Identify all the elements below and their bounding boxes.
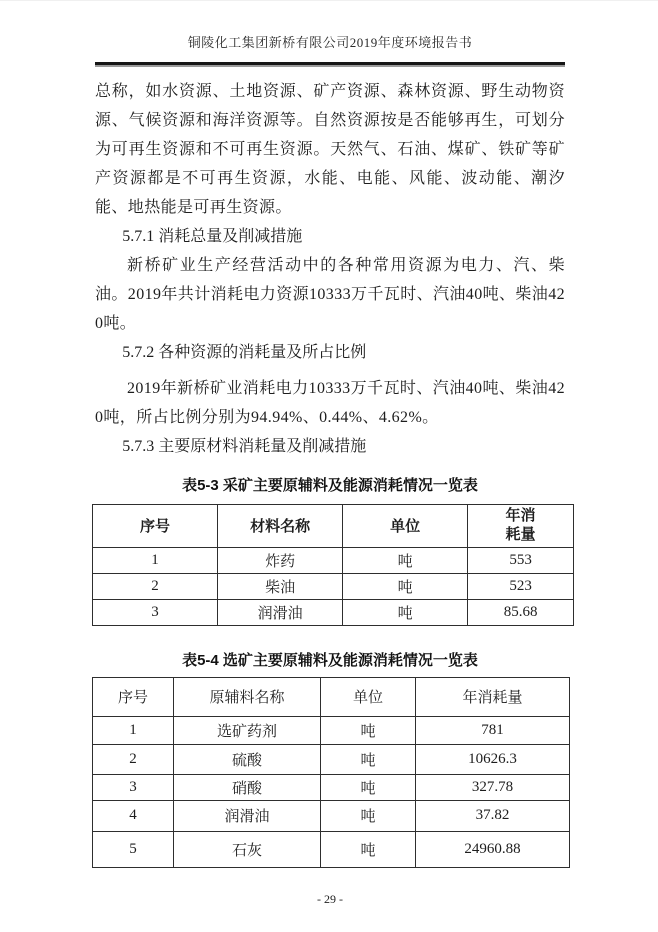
document-header-title: 铜陵化工集团新桥有限公司2019年度环境报告书 [187, 35, 473, 50]
column-header: 原辅料名称 [174, 677, 321, 716]
table-cell: 327.78 [415, 774, 569, 800]
table-row [93, 547, 574, 573]
table-cell: 润滑油 [218, 599, 343, 625]
table-cell: 781 [415, 716, 569, 744]
table-5-3-mining-consumption [92, 504, 574, 626]
table-cell: 柴油 [218, 573, 343, 599]
table-cell: 523 [468, 573, 574, 599]
table-cell: 石灰 [174, 831, 321, 867]
table-cell: 吨 [320, 744, 415, 774]
column-header: 单位 [320, 677, 415, 716]
table-header-row [93, 677, 570, 716]
section-heading-5-7-3: 5.7.3 主要原材料消耗量及削减措施 [122, 438, 367, 455]
column-header: 年消耗量 [415, 677, 569, 716]
column-header: 序号 [93, 505, 218, 548]
paragraph-5-7-1: 新桥矿业生产经营活动中的各种常用资源为电力、汽、柴油。2019年共计消耗电力资源10333万千瓦时、汽油40吨、柴油420吨。 [95, 257, 566, 332]
table-cell: 吨 [343, 573, 468, 599]
header-rule [95, 62, 565, 65]
table-cell: 硝酸 [174, 774, 321, 800]
table-cell: 1 [93, 547, 218, 573]
table-cell: 选矿药剂 [174, 716, 321, 744]
table-row [93, 831, 570, 867]
column-header: 序号 [93, 677, 174, 716]
table-cell: 吨 [343, 599, 468, 625]
table-row [93, 744, 570, 774]
table-row [93, 716, 570, 744]
table-cell: 炸药 [218, 547, 343, 573]
table-cell: 吨 [343, 547, 468, 573]
table-cell: 3 [93, 774, 174, 800]
table-cell: 10626.3 [415, 744, 569, 774]
column-header: 单位 [343, 505, 468, 548]
table-cell: 553 [468, 547, 574, 573]
table-cell: 吨 [320, 831, 415, 867]
table-cell: 吨 [320, 800, 415, 831]
table-row [93, 800, 570, 831]
table-cell: 吨 [320, 716, 415, 744]
table-row [93, 599, 574, 625]
table-cell: 37.82 [415, 800, 569, 831]
table-header-row [93, 505, 574, 548]
table-row [93, 774, 570, 800]
table-cell: 2 [93, 744, 174, 774]
table-5-4-beneficiation-consumption [92, 677, 570, 868]
table-5-3-title: 表5-3 采矿主要原辅料及能源消耗情况一览表 [182, 477, 478, 494]
column-header: 材料名称 [218, 505, 343, 548]
table-cell: 润滑油 [174, 800, 321, 831]
section-heading-5-7-1: 5.7.1 消耗总量及削减措施 [122, 228, 303, 245]
paragraph-5-7-2: 2019年新桥矿业消耗电力10333万千瓦时、汽油40吨、柴油420吨，所占比例分别为94.94%、0.44%、4.62%。 [95, 380, 565, 426]
page-number: - 29 - [317, 891, 343, 906]
table-cell: 4 [93, 800, 174, 831]
table-cell: 1 [93, 716, 174, 744]
table-row [93, 573, 574, 599]
paragraph-natural-resources: 总称，如水资源、土地资源、矿产资源、森林资源、野生动物资源、气候资源和海洋资源等。自然资源按是否能够再生，可划分为可再生资源和不可再生资源。天然气、石油、煤矿、铁矿等矿产资源都是不可再生资源，水能、电能、风能、波动能、潮汐能、地热能是可再生资源。 [95, 83, 565, 216]
table-cell: 2 [93, 573, 218, 599]
table-cell: 24960.88 [415, 831, 569, 867]
table-cell: 5 [93, 831, 174, 867]
table-cell: 硫酸 [174, 744, 321, 774]
table-5-4-title: 表5-4 选矿主要原辅料及能源消耗情况一览表 [182, 651, 478, 669]
table-cell: 85.68 [468, 599, 574, 625]
section-heading-5-7-2: 5.7.2 各种资源的消耗量及所占比例 [122, 344, 367, 361]
column-header: 年消耗量 [468, 505, 574, 548]
table-cell: 3 [93, 599, 218, 625]
table-cell: 吨 [320, 774, 415, 800]
